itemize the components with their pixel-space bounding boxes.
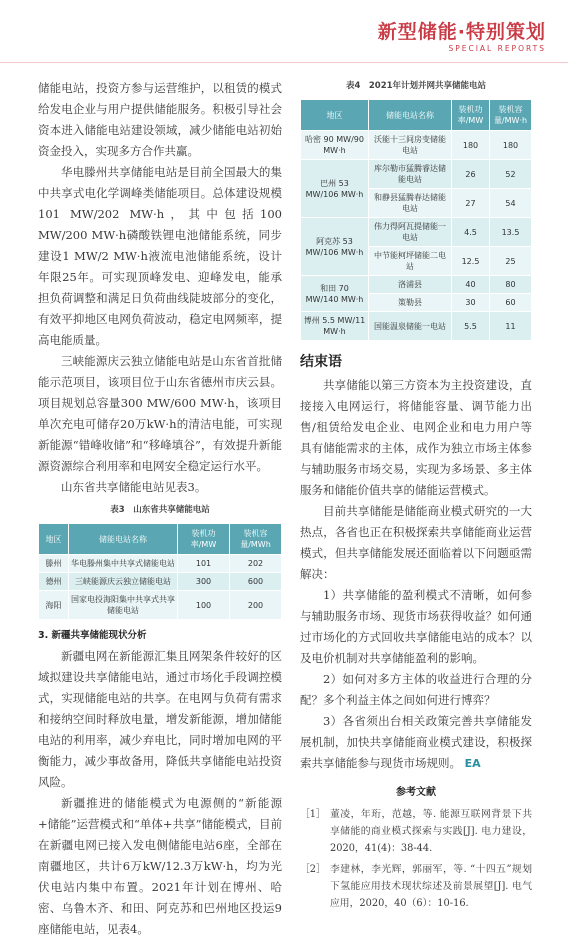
- paragraph: 目前共享储能是储能商业模式研究的一大热点，各省也正在积极探索共享储能商业运营模式，但共享储能发展还面临着以下问题亟需解决：: [300, 504, 532, 581]
- paragraph-text: 3）各省须出台相关政策完善共享储能发展机制，加快共享储能商业模式建设，积极探索共享储能参与现货市场规则。: [300, 714, 532, 770]
- table-header-row: [301, 100, 532, 131]
- table-cell: 54: [490, 189, 532, 218]
- reference-item: [300, 861, 532, 912]
- table-cell: 5.5: [452, 312, 490, 341]
- reference-number: ［2］: [300, 864, 326, 875]
- paragraph: 共享储能以第三方资本为主投资建设，直接接入电网运行，将储能容量、调节能力出售/租赁给发电企业、电网企业和电力用户等具有储能需求的主体，成作为独立市场主体参与辅助服务市场交易，实现为多场景、多主体服务和储能价值共享的储能运营模式。: [300, 378, 532, 497]
- conclusion-heading: 结束语: [300, 354, 342, 370]
- header-subtitle: SPECIAL REPORTS: [448, 44, 546, 53]
- end-badge: EA: [464, 757, 481, 770]
- table-cell: 博州 5.5 MW/11 MW·h: [301, 312, 369, 341]
- table-cell: 策勒县: [369, 294, 452, 312]
- table-cell: 洛浦县: [369, 276, 452, 294]
- table-cell: 26: [452, 160, 490, 189]
- reference-text: 李建林，李光辉，郭丽军，等. “十四五”规划下氢能应用技术现状综述及前景展望[J]. 电气应用，2020，40（6）：10-16.: [330, 864, 532, 909]
- paragraph: 2）如何对多方主体的收益进行合理的分配？多个利益主体之间如何进行博弈？: [300, 672, 532, 707]
- table-cell: 180: [452, 131, 490, 160]
- table-cell: 180: [490, 131, 532, 160]
- table-cell: 101: [178, 555, 230, 573]
- table-cell: 国家电投海阳集中共享式共享储能电站: [69, 591, 178, 620]
- table-header-cell: 装机功率/MW: [178, 524, 230, 555]
- table-cell: 13.5: [490, 218, 532, 247]
- table-row: [39, 591, 282, 620]
- table3: [38, 523, 282, 620]
- paragraph: 新疆推进的储能模式为电源侧的“新能源+储能”运营模式和“单体+共享”储能模式，目前在新疆电网已接入发电侧储能电站6座，全部在南疆地区，共计6万kW/12.3万kW·h，均为光伏电站内集中布置。2021年计划在博州、哈密、乌鲁木齐、和田、阿克苏和巴州地区投运9座储能电站，见表4。: [38, 796, 282, 936]
- table-header-cell: 地区: [39, 524, 69, 555]
- table-header-cell: 装机功率/MW: [452, 100, 490, 131]
- table4-caption: 表4 2021年计划并网共享储能电站: [345, 81, 487, 91]
- paragraph: 储能电站，投资方参与运营维护，以租赁的模式给发电企业与用户提供储能服务。积极引导社会资本进入储能电站建设领域，减少储能电站初始资金投入，实现多方合作共赢。: [38, 81, 282, 158]
- paragraph: 新疆电网在新能源汇集且网架条件较好的区域拟建设共享储能电站，通过市场化手段调控模式，实现储能电站的共享。在电网与负荷有需求和接纳空间时释放电量，增发新能源，增加储能电站的利用率，减少弃电比，同时增加电网的平衡能力，减少事故备用，降低共享储能电站投资风险。: [38, 649, 282, 789]
- table-cell: 华电滕州集中共享式储能电站: [69, 555, 178, 573]
- table-cell: 巴州 53 MW/106 MW·h: [301, 160, 369, 218]
- table-cell: 德州: [39, 573, 69, 591]
- reference-text: 董凌，年珩，范越，等. 能源互联网背景下共享储能的商业模式探索与实践[J]. 电力建设，2020，41(4)：38-44.: [330, 809, 532, 854]
- table-row: [301, 131, 532, 160]
- table-header-cell: 装机容量/MW·h: [490, 100, 532, 131]
- table-header-cell: 储能电站名称: [369, 100, 452, 131]
- table-cell: 和静县猛腾春达储能电站: [369, 189, 452, 218]
- table-cell: 12.5: [452, 247, 490, 276]
- table-cell: 三峡能源庆云独立储能电站: [69, 573, 178, 591]
- table-cell: 沃能十三间房变储能电站: [369, 131, 452, 160]
- table-cell: 60: [490, 294, 532, 312]
- table-cell: 哈密 90 MW/90 MW·h: [301, 131, 369, 160]
- table-header-cell: 储能电站名称: [69, 524, 178, 555]
- table-header-row: [39, 524, 282, 555]
- table-cell: 30: [452, 294, 490, 312]
- table-header-cell: 装机容量/MWh: [230, 524, 282, 555]
- table-cell: 和田 70 MW/140 MW·h: [301, 276, 369, 312]
- table-cell: 27: [452, 189, 490, 218]
- table-cell: 4.5: [452, 218, 490, 247]
- table-row: [301, 276, 532, 294]
- table-cell: 海阳: [39, 591, 69, 620]
- left-column: [38, 78, 282, 940]
- table-row: [301, 312, 532, 341]
- table-cell: 伟力得阿瓦提储能一电站: [369, 218, 452, 247]
- table-row: [301, 218, 532, 247]
- table-cell: 25: [490, 247, 532, 276]
- reference-number: ［1］: [300, 809, 326, 820]
- header-divider: [0, 62, 568, 63]
- table-cell: 52: [490, 160, 532, 189]
- table-cell: 40: [452, 276, 490, 294]
- page-header: [0, 0, 568, 64]
- paragraph: 山东省共享储能电站见表3。: [61, 480, 207, 494]
- table-row: [39, 573, 282, 591]
- paragraph: [300, 711, 532, 774]
- table-cell: 600: [230, 573, 282, 591]
- table3-caption: 表3 山东省共享储能电站: [110, 505, 210, 515]
- table-cell: 80: [490, 276, 532, 294]
- right-column: [300, 78, 532, 916]
- table-cell: 100: [178, 591, 230, 620]
- header-title: 新型储能·特别策划: [377, 21, 546, 43]
- table-row: [39, 555, 282, 573]
- paragraph: 1）共享储能的盈利模式不清晰，如何参与辅助服务市场、现货市场获得收益？如何通过市场化的方式回收共享储能电站的成本？以及电价机制对共享储能盈利的影响。: [300, 588, 532, 665]
- table-cell: 阿克苏 53 MW/106 MW·h: [301, 218, 369, 276]
- reference-item: [300, 806, 532, 857]
- table-cell: 中节能柯坪储能二电站: [369, 247, 452, 276]
- table-cell: 200: [230, 591, 282, 620]
- table-cell: 11: [490, 312, 532, 341]
- section-heading: 3. 新疆共享储能现状分析: [38, 630, 147, 641]
- paragraph: 三峡能源庆云独立储能电站是山东省首批储能示范项目，该项目位于山东省德州市庆云县。项目规划总容量300 MW/600 MW·h，该项目单次充电可储存20万kW·h的清洁电能，可实现新能源“错峰收储”和“移峰填谷”，有效提升新能源资源综合利用率和电网安全稳定运行水平。: [38, 354, 282, 473]
- table-cell: 库尔勒市猛腾睿达储能电站: [369, 160, 452, 189]
- references-heading: 参考文献: [396, 787, 436, 798]
- table-header-cell: 地区: [301, 100, 369, 131]
- table-cell: 滕州: [39, 555, 69, 573]
- table-cell: 202: [230, 555, 282, 573]
- paragraph: 华电滕州共享储能电站是目前全国最大的集中共享式电化学调峰类储能项目。总体建设规模101 MW/202 MW·h，其中包括100 MW/200 MW·h磷酸铁锂电池储能系统，同步建设1 MW/2 MW·h液流电池储能系统，设计年限25年。可实现顶峰发电、迎峰发电，能承担负荷调整和满足日负荷曲线陡坡部分的变化，有效平抑地区电网负荷波动，稳定电网频率，提高电能质量。: [38, 165, 282, 347]
- table-row: [301, 160, 532, 189]
- table-cell: 国能温泉储能一电站: [369, 312, 452, 341]
- table-cell: 300: [178, 573, 230, 591]
- table4: [300, 99, 532, 341]
